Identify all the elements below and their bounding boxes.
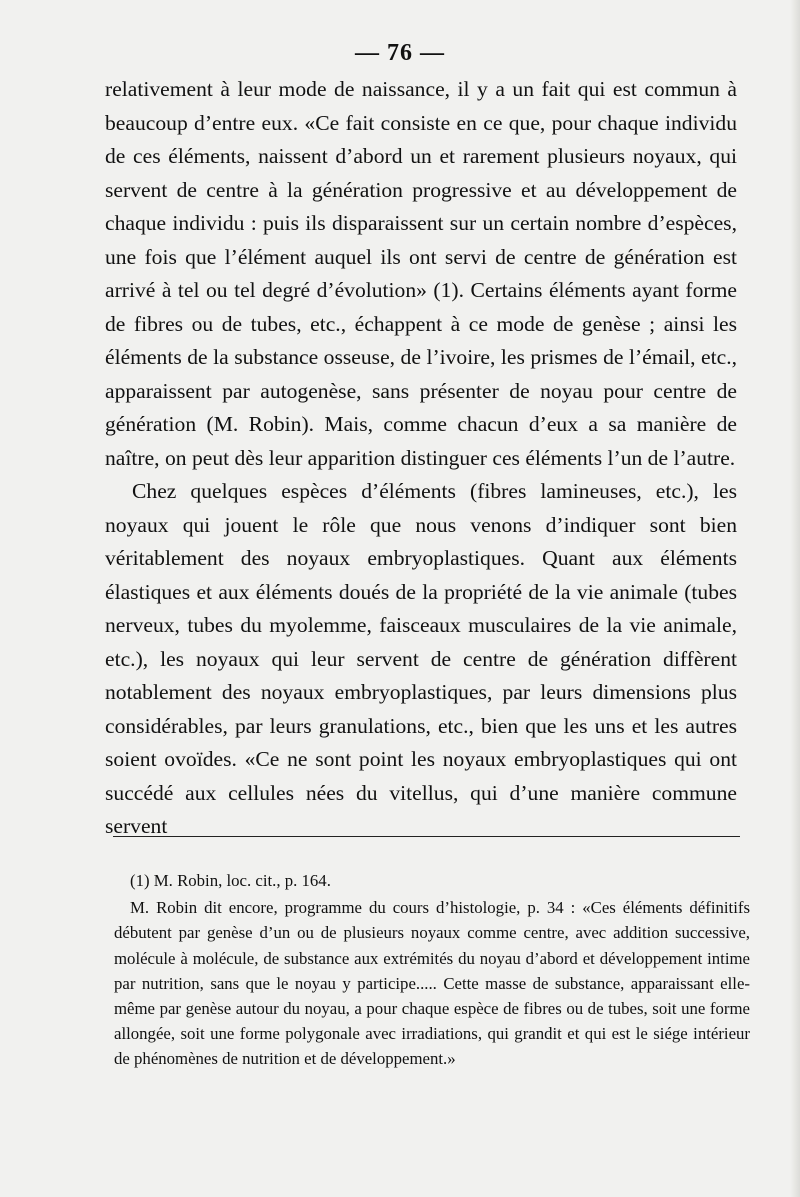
paragraph-1: relativement à leur mode de naissance, il y a un fait qui est commun à beaucoup d’entre eux. «Ce fait consiste en ce que, pour chaque individu de ces éléments, naissent d’abord un et rarement plusieurs noyaux, qui servent de centre à la génération progressive et au développement de chaque individu : puis ils disparaissent sur un certain nombre d’espèces, une fois que l’élément auquel ils ont servi de centre de génération est arrivé à tel ou tel degré d’évolution» (1). Certains éléments ayant forme de fibres ou de tubes, etc., échappent à ce mode de genèse ; ainsi les éléments de la substance osseuse, de l’ivoire, les prismes de l’émail, etc., apparaissent par autogenèse, sans présenter de noyau pour centre de génération (M. Robin). Mais, comme chacun d’eux a sa manière de naître, on peut dès leur apparition distinguer ces éléments l’un de l’autre. <box>105 77 737 470</box>
page-edge <box>790 0 800 1197</box>
footnotes <box>114 868 750 1072</box>
footnote-separator <box>113 836 740 837</box>
footnote-1: (1) M. Robin, loc. cit., p. 164. <box>130 871 331 890</box>
main-text <box>105 73 737 844</box>
footnote-2: M. Robin dit encore, programme du cours d’histologie, p. 34 : «Ces éléments définitifs débutent par genèse d’un ou de plusieurs noyaux comme centre, avec addition successive, molécule à molécule, de substance aux extrémités du noyau d’abord et développement intime par nutrition, sans que le noyau y participe..... Cette masse de substance, apparaissant elle-même par genèse autour du noyau, a pour chaque espèce de fibres ou de tubes, soit une forme allongée, soit une forme polygonale avec irradiations, qui grandit et qui est le siége intérieur de phénomènes de nutrition et de développement.» <box>114 898 750 1069</box>
paragraph-2: Chez quelques espèces d’éléments (fibres lamineuses, etc.), les noyaux qui jouent le rôle que nous venons d’indiquer sont bien véritablement des noyaux embryoplastiques. Quant aux éléments élastiques et aux éléments doués de la propriété de la vie animale (tubes nerveux, tubes du myolemme, faisceaux musculaires de la vie animale, etc.), les noyaux qui leur servent de centre de génération diffèrent notablement des noyaux embryoplastiques, par leurs dimensions plus considérables, par leurs granulations, etc., bien que les uns et les autres soient ovoïdes. «Ce ne sont point les noyaux embryoplastiques qui ont succédé aux cellules nées du vitellus, qui d’une manière commune servent <box>105 479 737 838</box>
page-number: — 76 — <box>355 40 445 66</box>
